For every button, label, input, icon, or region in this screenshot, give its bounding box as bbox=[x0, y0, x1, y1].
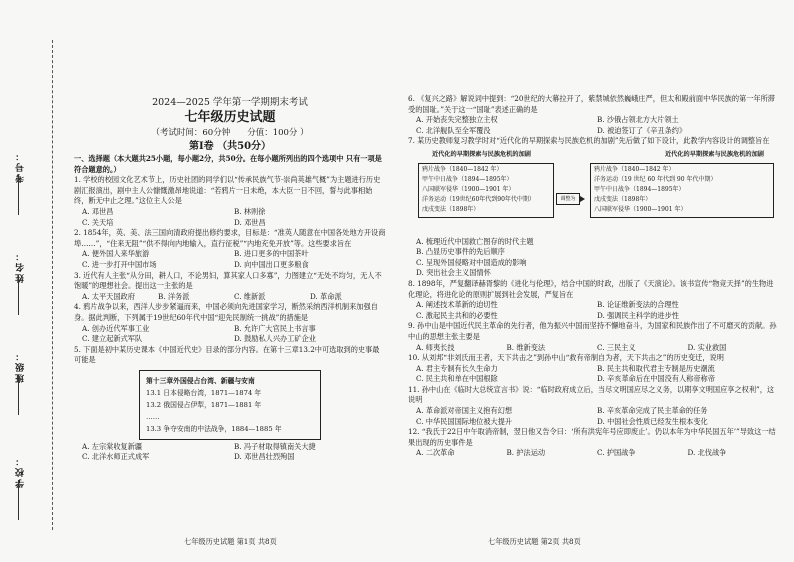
option-d[interactable]: D. 邓世昌壮烈殉国 bbox=[234, 452, 295, 462]
option-b[interactable]: B. 进口更多的中国茶叶 bbox=[234, 249, 309, 259]
option-d[interactable]: D. 北伐战争 bbox=[687, 448, 727, 458]
part-title: 第Ⅰ卷 （共50分） bbox=[188, 141, 272, 152]
event-row: 鸦片战争（1840—1842 年） bbox=[594, 165, 675, 173]
exam-meta: （考试时间：60分钟 分值：100分 ） bbox=[151, 128, 309, 138]
question-6 bbox=[408, 94, 778, 136]
toc-item: …… bbox=[146, 412, 160, 421]
event-row: 洋务运动（19世纪60年代到90年代中期） bbox=[422, 196, 535, 204]
adjust-arrow: 调整为 bbox=[556, 193, 580, 205]
option-d[interactable]: D. 突出社会主义国情怀 bbox=[416, 268, 491, 278]
question-11 bbox=[408, 385, 778, 427]
option-a[interactable]: A. 师夷长技 bbox=[416, 342, 455, 352]
option-d[interactable]: D. 中国社会性质已经发生根本变化 bbox=[597, 416, 708, 426]
options bbox=[408, 343, 778, 354]
fold-line bbox=[52, 40, 53, 530]
options bbox=[74, 207, 386, 228]
option-a[interactable]: A. 便外国人来华旅游 bbox=[82, 249, 150, 259]
option-c[interactable]: C. 维新派 bbox=[234, 291, 266, 301]
class-label: 班级： bbox=[16, 350, 26, 383]
toc-item: 13.1 日本侵略台湾，1871—1874 年 bbox=[146, 388, 262, 397]
question-stem: 8. 1898年，严复翻译赫胥黎的《进化与伦理》，结合中国的时政，出版了《天演论》。该书宣传“物竞天择”的生物进化理论，将进化论的原则扩展到社会发展，严复旨在 bbox=[408, 278, 774, 299]
page-1 bbox=[74, 0, 386, 562]
option-c[interactable]: C. 北洋水师正式成军 bbox=[82, 452, 150, 462]
question-stem: 12. “我氏于22日中午取消帝制，翌日他又告令曰：‘所有洪宪年号应即废止’。仍以本年为中华民国五年’”导致这一结果出现的历史事件是 bbox=[408, 427, 776, 447]
option-b[interactable]: B. 冯子材取得镇南关大捷 bbox=[234, 441, 316, 451]
option-d[interactable]: D. 被迫签订了《辛丑条约》 bbox=[597, 125, 687, 135]
event-row: 八国联军侵华（1900—1901 年） bbox=[594, 206, 687, 214]
question-stem: 7. 某历史教师复习教学时对“近代化的早期探索与民族危机的加剧”先后做了如下设计，此教学内容设计的调整旨在 bbox=[408, 136, 770, 146]
subject-title: 七年级历史试题 bbox=[184, 110, 276, 125]
event-row: 鸦片战争（1840—1842 年） bbox=[422, 165, 503, 173]
option-c[interactable]: C. 呈现外国侵略对中国造成的影响 bbox=[416, 257, 527, 267]
option-d[interactable]: D. 鼓励私人兴办工矿企业 bbox=[234, 334, 316, 344]
options bbox=[408, 364, 778, 385]
question-3 bbox=[74, 271, 386, 303]
option-c[interactable]: C. 激起民主共和的必要性 bbox=[416, 310, 498, 320]
page-footer-left: 七年级历史试题 第1页 共8页 bbox=[184, 537, 277, 547]
option-b[interactable]: B. 维新变法 bbox=[506, 342, 546, 352]
binding-gutter bbox=[0, 0, 62, 562]
option-c[interactable]: C. 民主共和单在中国根除 bbox=[416, 374, 498, 384]
option-c[interactable]: C. 护国战争 bbox=[597, 448, 636, 458]
question-stem: 1. 学校的校园文化艺术节上，历史社团的同学们以“传承民族气节·崇尚英雄气概”为主题进行历史剧汇报演出，剧中主人公慷慨激昂地说道：“若鸦片一日未绝，本大臣一日不回，誓与此事相始终，断无中止之理。”这位主人公是 bbox=[74, 175, 381, 206]
question-10 bbox=[408, 353, 778, 385]
option-c[interactable]: C. 北洋舰队至全军覆没 bbox=[416, 125, 491, 135]
question-stem: 10. 从刘邦“非刘氏而王者，天下共击之”到孙中山“救有帝制自为者，天下共击之”的历史变迁，说明 bbox=[408, 353, 724, 363]
option-a[interactable]: A. 君主专制有长久生命力 bbox=[416, 363, 498, 373]
section-title: 一、选择题（本大题共25小题，每小题2分，共50分。在每小题所列出的四个选项中 只有一项是符合题意的。） bbox=[74, 154, 382, 174]
question-stem: 9. 孙中山是中国近代民主革命的先行者，他为振兴中国而坚持不懈地奋斗，为国家和民族作出了不可磨灭的贡献。孙中山的思想主张主要是 bbox=[408, 321, 777, 341]
option-d[interactable]: D. 向中国出口更多粮食 bbox=[234, 259, 309, 269]
option-c[interactable]: C. 建立起新式军队 bbox=[82, 334, 143, 344]
original-order-box bbox=[418, 163, 554, 218]
toc-item: 13.3 争夺安南的中法战争，1884—1885 年 bbox=[146, 424, 282, 433]
option-a[interactable]: A. 梳理近代中国救亡图存的时代主题 bbox=[416, 236, 534, 246]
option-a[interactable]: A. 革命派对帝国主义抱有幻想 bbox=[416, 406, 513, 416]
options bbox=[74, 249, 386, 270]
options bbox=[408, 406, 778, 427]
options bbox=[408, 300, 778, 321]
page-2 bbox=[408, 0, 778, 562]
textbook-toc-excerpt bbox=[139, 370, 321, 440]
question-7 bbox=[408, 136, 778, 279]
option-d[interactable]: D. 实业救国 bbox=[687, 342, 727, 352]
option-b[interactable]: B. 允许广大官民上书言事 bbox=[234, 323, 316, 333]
option-b[interactable]: B. 洋务派 bbox=[158, 291, 190, 301]
adjusted-order-box bbox=[590, 163, 774, 218]
option-d[interactable]: D. 革命派 bbox=[310, 291, 342, 301]
right-diagram-title: 近代化的早期探索与民族危机的加剧 bbox=[665, 150, 764, 158]
question-1 bbox=[74, 175, 386, 228]
question-8 bbox=[408, 279, 778, 321]
option-b[interactable]: B. 沙俄占领北方大片领土 bbox=[597, 115, 679, 125]
event-row: 八国联军侵华（1900—1901 年） bbox=[422, 185, 515, 193]
question-stem: 11. 孙中山在《临时大总统宣言书》说：“临时政府成立后，当尽文明国应尽之义务，以期享文明国应享之权利”，这说明 bbox=[408, 384, 775, 405]
option-a[interactable]: A. 二次革命 bbox=[416, 448, 455, 458]
option-c[interactable]: C. 进一步打开中国市场 bbox=[82, 259, 157, 269]
option-d[interactable]: D. 邓世昌 bbox=[234, 217, 266, 227]
name-blank[interactable] bbox=[18, 275, 19, 315]
left-diagram-title: 近代化的早期探索与民族危机的加剧 bbox=[432, 150, 531, 158]
option-a[interactable]: A. 阐述技术革新的迫切性 bbox=[416, 300, 498, 310]
option-b[interactable]: B. 论证维新变法的合理性 bbox=[597, 300, 679, 310]
question-stem: 3. 近代有人主张“从分田，耕人口，不论男妇，算其家人口多寡”，力图建立“无处不均匀，无人不饱暖”的理想社会。提出这一主张的是 bbox=[74, 270, 382, 291]
options bbox=[74, 324, 386, 345]
options bbox=[408, 448, 778, 459]
option-d[interactable]: D. 辛亥革命后在中国没有人称帝称帝 bbox=[597, 374, 715, 384]
question-5 bbox=[74, 345, 386, 463]
event-row: 甲午中日战争（1894—1895年） bbox=[594, 185, 685, 193]
option-b[interactable]: B. 林则徐 bbox=[234, 206, 266, 216]
options bbox=[74, 442, 386, 463]
question-stem: 5. 下面是初中某历史课本《中国近代史》目录的部分内容。在第十三章13.2中可选取到的史事最可能是 bbox=[74, 344, 380, 365]
question-4 bbox=[74, 302, 386, 344]
question-stem: 4. 鸦片战争以来，西洋人步步紧逼而来，中国必须向先进国家学习，断然采纳西洋机制来加强自身。据此判断，下列属于19世纪60年代中国“迎先民制统一挑战”的措施是 bbox=[74, 302, 378, 322]
option-a[interactable]: A. 邓世昌 bbox=[82, 206, 114, 216]
option-c[interactable]: C. 关天培 bbox=[82, 217, 114, 227]
event-row: 甲午中日战争（1894—1895年） bbox=[422, 175, 513, 183]
page-footer-right: 七年级历史试题 第2页 共8页 bbox=[488, 537, 581, 547]
event-row: 戊戌变法（1898年） bbox=[422, 206, 480, 214]
option-a[interactable]: A. 创办近代军事工业 bbox=[82, 323, 150, 333]
school-label: 学校： bbox=[16, 455, 26, 488]
question-stem: 6. 《复兴之路》解说词中提到：“20世纪的大幕拉开了，紫禁城依然巍峨庄严，但太和殿前面中华民族的第一年所滞受的国耻。”关于这一“国耻”表述正确的是 bbox=[408, 94, 775, 114]
class-blank[interactable] bbox=[18, 375, 19, 415]
option-b[interactable]: B. 凸显历史事件的先后顺序 bbox=[416, 247, 505, 257]
option-b[interactable]: B. 护法运动 bbox=[506, 448, 546, 458]
option-b[interactable]: B. 民主共和取代君主专制是历史潮流 bbox=[597, 363, 715, 373]
option-a[interactable]: A. 左宗棠收复新疆 bbox=[82, 441, 143, 451]
diagram-titles bbox=[408, 150, 778, 161]
question-stem: 2. 1854年，英、美、法三国向清政府提出修约要求，目标是：“准英人随意在中国各处地方开设商埠……”，“住来无阻”“供不得向内地输入，直行征税”“内地充免开放”等。这些要求旨在 bbox=[74, 228, 386, 248]
option-a[interactable]: A. 太平天国政府 bbox=[82, 291, 135, 301]
option-b[interactable]: B. 辛亥革命完成了民主革命的任务 bbox=[597, 406, 708, 416]
adjustment-diagram bbox=[408, 163, 778, 237]
toc-title: 第十三章外国侵占台湾、新疆与安南 bbox=[146, 376, 255, 385]
question-9 bbox=[408, 321, 778, 353]
question-12 bbox=[408, 427, 778, 459]
event-row: 洋务运动（19 世纪 60 年代到 90 年代中期） bbox=[594, 175, 717, 183]
exam-number-label: 考号： bbox=[16, 150, 26, 183]
option-d[interactable]: D. 强调民主科学的进步性 bbox=[597, 310, 679, 320]
options bbox=[408, 115, 778, 136]
exam-number-blank[interactable] bbox=[18, 175, 19, 215]
option-c[interactable]: C. 三民主义 bbox=[597, 342, 636, 352]
options bbox=[74, 292, 386, 303]
name-label: 姓名： bbox=[16, 250, 26, 283]
school-blank[interactable] bbox=[18, 480, 19, 520]
question-2 bbox=[74, 228, 386, 270]
toc-item: 13.2 俄国侵占伊犁，1871—1881 年 bbox=[146, 400, 262, 409]
options bbox=[408, 237, 778, 279]
event-row: 戊戌变法（1898年） bbox=[594, 196, 652, 204]
option-c[interactable]: C. 中华民国国际地位被大提升 bbox=[416, 416, 513, 426]
exam-title: 2024—2025 学年第一学期期末考试 bbox=[152, 97, 308, 108]
option-a[interactable]: A. 开始丧失完整独立主权 bbox=[416, 115, 498, 125]
